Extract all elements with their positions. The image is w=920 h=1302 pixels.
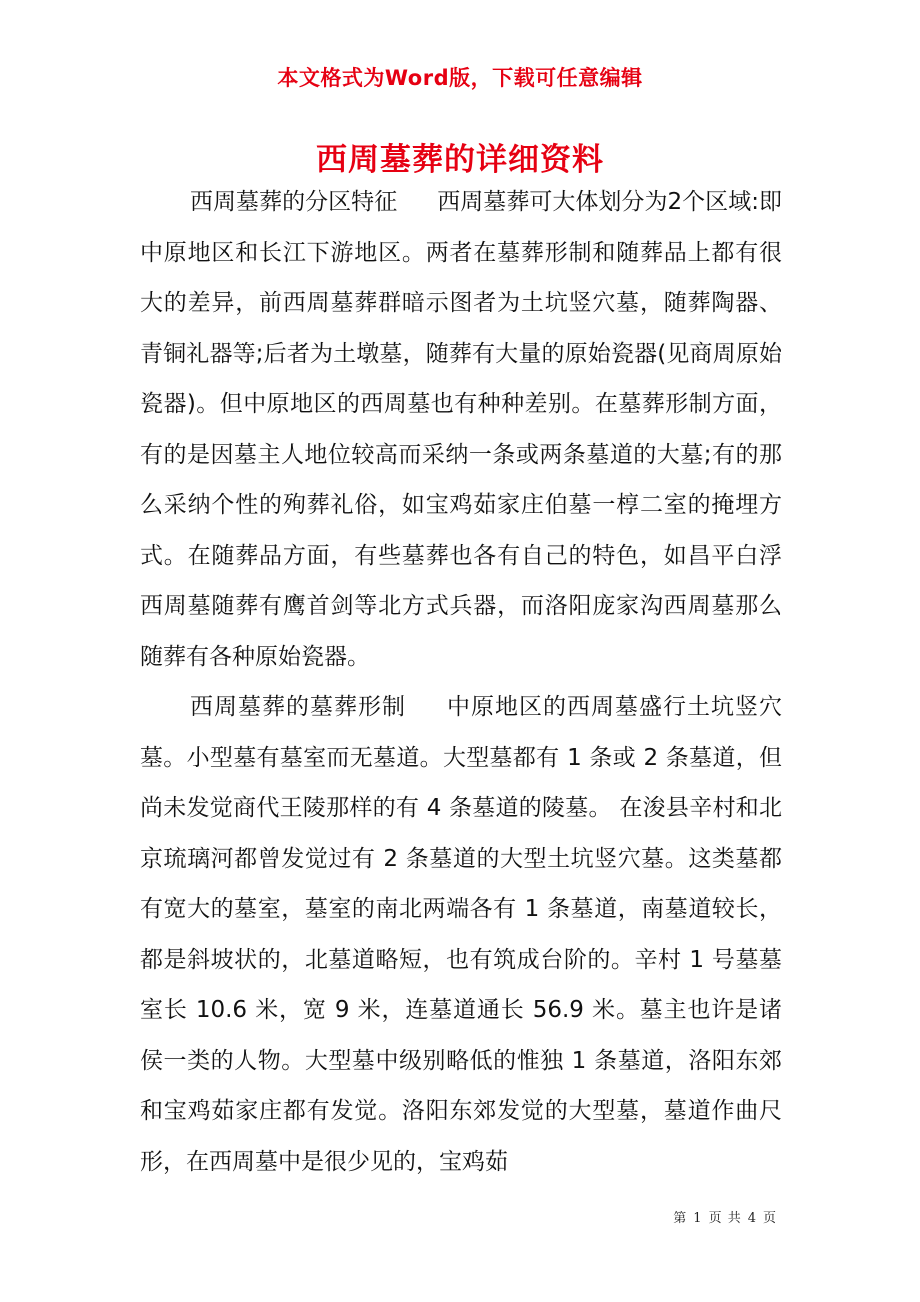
section-heading-tomb-form: 西周墓葬的墓葬形制 xyxy=(190,694,406,720)
paragraph-tomb-form xyxy=(140,682,782,1187)
footer-middle: 页 共 xyxy=(708,1211,742,1226)
footer-total-pages: 4 xyxy=(747,1211,757,1226)
footer-suffix: 页 xyxy=(762,1211,777,1226)
footer-page-number: 1 xyxy=(693,1211,703,1226)
footer-prefix: 第 xyxy=(673,1211,688,1226)
page-footer xyxy=(670,1207,780,1226)
format-banner: 本文格式为Word版，下载可任意编辑 xyxy=(277,66,643,90)
document-title: 西周墓葬的详细资料 xyxy=(316,142,604,178)
paragraph-zoning xyxy=(140,177,782,682)
document-body xyxy=(140,177,782,1187)
paragraph-text-tomb-form: 中原地区的西周墓盛行土坑竖穴墓。小型墓有墓室而无墓道。大型墓都有 1 条或 2 条墓道，但尚未发觉商代王陵那样的有 4 条墓道的陵墓。 在浚县辛村和北京琉璃河都曾发觉过有 2 条墓道的大型土坑竖穴墓。这类墓都有宽大的墓室，墓室的南北两端各有 1 条墓道，南墓道较长，都是斜坡状的，北墓道略短，也有筑成台阶的。辛村 1 号墓墓室长 10.6 米，宽 9 米，连墓道通长 56.9 米。墓主也许是诸侯一类的人物。大型墓中级别略低的惟独 1 条墓道，洛阳东郊和宝鸡茹家庄都有发觉。洛阳东郊发觉的大型墓，墓道作曲尺形，在西周墓中是很少见的，宝鸡茹 xyxy=(140,694,782,1175)
paragraph-text-zoning: 西周墓葬可大体划分为2个区域:即中原地区和长江下游地区。两者在墓葬形制和随葬品上都有很大的差异，前西周墓葬群暗示图者为土坑竖穴墓，随葬陶器、青铜礼器等;后者为土墩墓，随葬有大量的原始瓷器(见商周原始瓷器)。但中原地区的西周墓也有种种差别。在墓葬形制方面，有的是因墓主人地位较高而采纳一条或两条墓道的大墓;有的那么采纳个性的殉葬礼俗，如宝鸡茹家庄伯墓一椁二室的掩埋方式。在随葬品方面，有些墓葬也各有自己的特色，如昌平白浮西周墓随葬有鹰首剑等北方式兵器，而洛阳庞家沟西周墓那么随葬有各种原始瓷器。 xyxy=(140,189,783,670)
section-heading-zoning: 西周墓葬的分区特征 xyxy=(190,189,398,215)
